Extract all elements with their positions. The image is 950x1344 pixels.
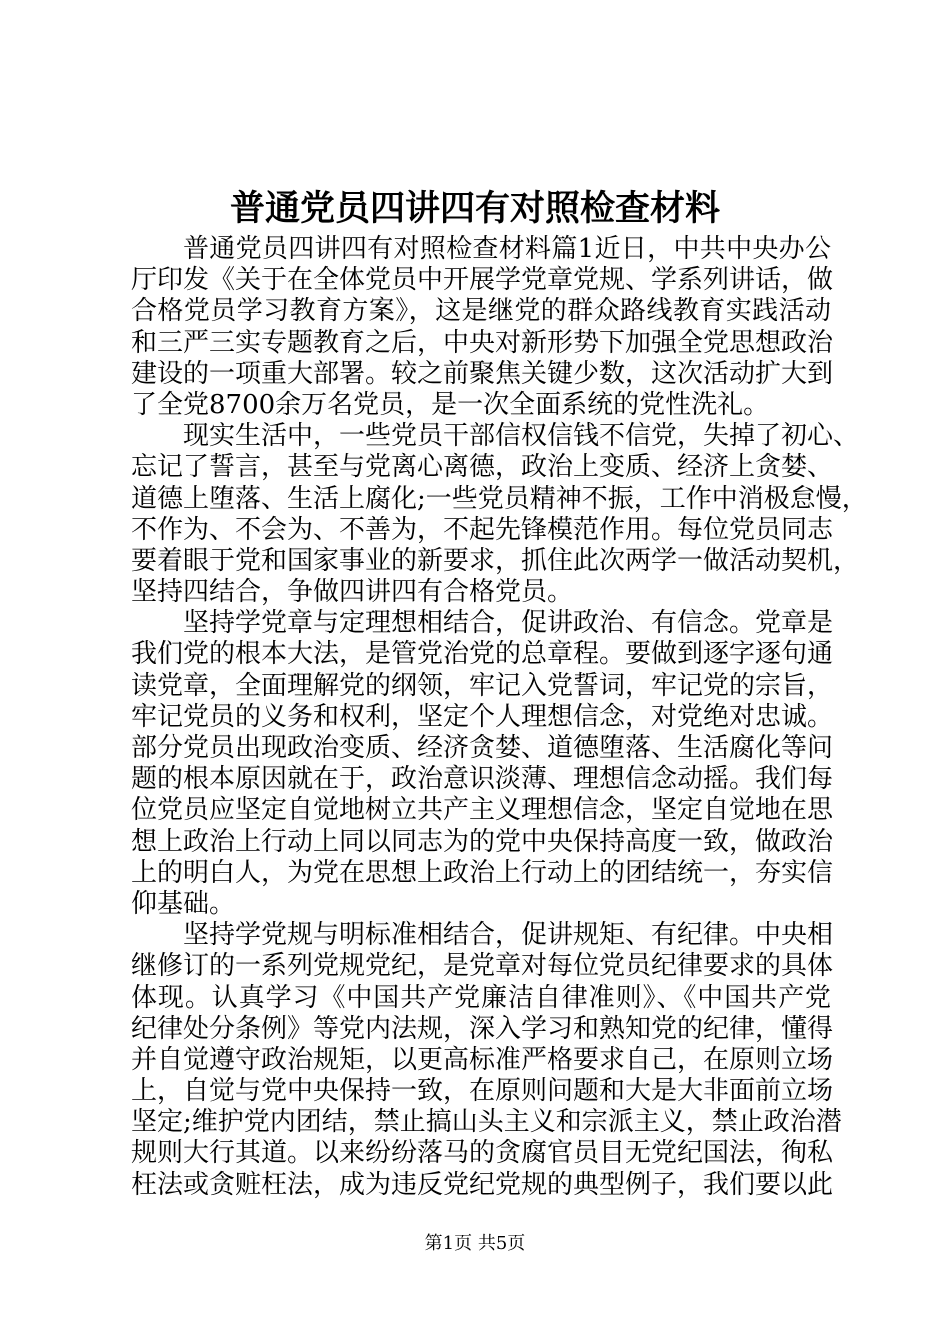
text-line: 坚持学党规与明标准相结合，促讲规矩、有纪律。中央相 [183,920,834,951]
text-line: 忘记了誓言，甚至与党离心离德，政治上变质、经济上贪婪、 [131,452,834,483]
text-line: 道德上堕落、生活上腐化;一些党员精神不振，工作中消极怠慢， [131,483,868,514]
text-line: 想上政治上行动上同以同志为的党中央保持高度一致，做政治 [131,826,834,857]
text-line: 合格党员学习教育方案》，这是继党的群众路线教育实践活动 [131,296,831,327]
page-footer: 第1页 共5页 [424,1233,526,1254]
text-line: 和三严三实专题教育之后，中央对新形势下加强全党思想政治 [131,327,834,358]
document-body [131,234,868,1201]
text-line: 题的根本原因就在于，政治意识淡薄、理想信念动摇。我们每 [131,764,834,795]
text-line: 建设的一项重大部署。较之前聚焦关键少数，这次活动扩大到 [131,358,834,389]
text-line: 坚持四结合，争做四讲四有合格党员。 [131,577,574,608]
text-line: 规则大行其道。以来纷纷落马的贪腐官员目无党纪国法，徇私 [131,1138,834,1169]
text-line: 继修订的一系列党规党纪，是党章对每位党员纪律要求的具体 [131,951,834,982]
text-line: 位党员应坚定自觉地树立共产主义理想信念，坚定自觉地在思 [131,795,834,826]
document-title: 普通党员四讲四有对照检查材料 [229,188,720,229]
text-line: 牢记党员的义务和权利，坚定个人理想信念，对党绝对忠诚。 [131,701,834,732]
text-line: 普通党员四讲四有对照检查材料篇1近日，中共中央办公 [183,234,831,264]
text-line: 坚定;维护党内团结，禁止搞山头主义和宗派主义，禁止政治潜 [131,1107,842,1138]
text-line: 不作为、不会为、不善为，不起先锋模范作用。每位党员同志 [131,514,834,545]
text-line: 枉法或贪赃枉法，成为违反党纪党规的典型例子，我们要以此 [131,1169,834,1200]
text-line: 体现。认真学习《中国共产党廉洁自律准则》、《中国共产党 [131,982,831,1013]
text-line: 要着眼于党和国家事业的新要求，抓住此次两学一做活动契机， [131,545,860,576]
text-line: 并自觉遵守政治规矩，以更高标准严格要求自己，在原则立场 [131,1044,834,1075]
text-line: 上，自觉与党中央保持一致，在原则问题和大是大非面前立场 [131,1076,834,1107]
text-line: 厅印发《关于在全体党员中开展学党章党规、学系列讲话，做 [131,265,834,296]
text-line: 纪律处分条例》等党内法规，深入学习和熟知党的纪律，懂得 [131,1013,834,1044]
text-line: 我们党的根本大法，是管党治党的总章程。要做到逐字逐句通 [131,639,834,670]
text-line: 上的明白人，为党在思想上政治上行动上的团结统一，夯实信 [131,857,834,888]
text-line: 仰基础。 [131,888,236,919]
text-line: 读党章，全面理解党的纲领，牢记入党誓词，牢记党的宗旨， [131,670,834,701]
text-line: 坚持学党章与定理想相结合，促讲政治、有信念。党章是 [183,608,834,639]
text-line: 现实生活中，一些党员干部信权信钱不信党，失掉了初心、 [183,421,860,452]
text-line: 部分党员出现政治变质、经济贪婪、道德堕落、生活腐化等问 [131,733,834,763]
text-line: 了全党8700余万名党员，是一次全面系统的党性洗礼。 [131,389,770,420]
